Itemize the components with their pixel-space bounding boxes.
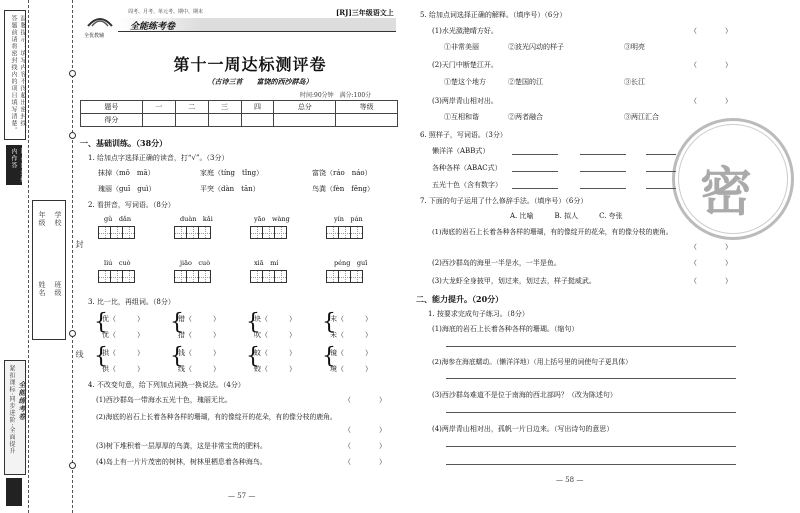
binding-hole (69, 462, 76, 469)
brace-icon: { (170, 344, 184, 369)
score-cell[interactable] (208, 114, 241, 127)
compare-item[interactable]: 忧（ ） (102, 331, 144, 339)
part2-heading: 二、能力提升。（20分） (416, 294, 504, 304)
answer-line[interactable] (446, 346, 736, 347)
writing-grid[interactable] (250, 226, 286, 239)
p2-item: (4)两岸青山相对出，孤帆一片日边来。（写出诗句的意思） (432, 425, 614, 433)
brand-badge (6, 478, 22, 506)
page-number: — 57 — (228, 492, 256, 500)
q6-item: 五光十色（含有数字） (432, 181, 502, 189)
compare-item[interactable]: 优（ ） (102, 315, 144, 323)
answer-paren[interactable]: （ ） (690, 243, 732, 251)
q5-option: ②楚国的江 (508, 78, 543, 86)
notice-badge: 请在密封线内作答 (6, 145, 22, 185)
exam-tags: 周考、月考、单元考、期中、期末 (128, 9, 204, 15)
notice-box (4, 10, 26, 140)
logo-icon (86, 10, 114, 32)
part1-heading: 一、基础训练。（38分） (80, 138, 168, 148)
q1-item[interactable]: 鸟粪（fèn fēng） (312, 185, 374, 193)
edition-label: [RJ]三年级语文上 (336, 8, 394, 17)
answer-line[interactable] (646, 171, 676, 172)
binding-hole (69, 132, 76, 139)
binding-hole (69, 330, 76, 337)
answer-paren[interactable]: （ ） (690, 277, 732, 285)
compare-item[interactable]: 供（ ） (102, 365, 144, 373)
q5-sentence: (1)水光潋滟晴方好。 (432, 27, 498, 35)
time-score-meta: 时间:90分钟 满分:100分 (300, 92, 372, 99)
brand-title: 全能练考卷 (130, 22, 176, 32)
q5-option: ①非常美丽 (444, 43, 479, 51)
logo-text: 全优教辅 (84, 33, 105, 39)
q7-title: 7. 下面的句子运用了什么修辞手法。（填序号）（6分） (420, 197, 588, 205)
pinyin-label: duàn kǎi (180, 215, 213, 223)
page-number: — 58 — (556, 476, 584, 484)
q6-item: 各种各样（ABAC式） (432, 164, 502, 172)
answer-line[interactable] (446, 446, 736, 447)
score-value-row: 得分 (81, 114, 398, 127)
pinyin-label: péng guī (334, 259, 368, 267)
q5-option: ③长江 (624, 78, 645, 86)
p2-item: (3)西沙群岛难道不是位于南海的西北部吗？（改为陈述句） (432, 391, 617, 399)
pinyin-label: yāo wàng (254, 215, 290, 223)
score-cell[interactable] (175, 114, 208, 127)
q4-item: (4)岛上有一片片茂密的树林，树林里栖息着各种海鸟。 (96, 458, 267, 466)
brace-icon: { (322, 344, 336, 369)
compare-item[interactable]: 钱（ ） (178, 349, 220, 357)
page-subtitle: （古诗三首 富饶的西沙群岛） (207, 77, 313, 86)
q5-option: ②波光闪动的样子 (508, 43, 564, 51)
answer-line[interactable] (446, 412, 736, 413)
pinyin-label: liú cuò (104, 259, 131, 267)
q1-item[interactable]: 瑰丽（guī guì） (98, 185, 156, 193)
answer-paren[interactable]: （ ） (344, 426, 386, 434)
compare-item[interactable]: 蚊（ ） (254, 349, 296, 357)
brace-icon: { (94, 344, 108, 369)
brace-icon: { (170, 310, 184, 335)
writing-grid[interactable] (326, 270, 362, 283)
score-cell[interactable] (274, 114, 336, 127)
line-mark: 线 (75, 350, 84, 359)
compare-item[interactable]: 境（ ） (330, 365, 372, 373)
compare-item[interactable]: 镜（ ） (330, 349, 372, 357)
answer-line[interactable] (512, 154, 558, 155)
q7-item: (2)西沙群岛的海里一半是水，一半是鱼。 (432, 259, 561, 267)
compare-item[interactable]: 错（ ） (178, 315, 220, 323)
q2-title: 2. 看拼音，写词语。（8分） (88, 201, 175, 209)
notice-text: 温馨提示：填写内容不得超出密封线，答题前请将密封线内的项目填写清楚。 (10, 15, 26, 134)
q1-title: 1. 给加点字选择正确的读音，打“√”。（3分） (88, 154, 229, 162)
answer-line[interactable] (446, 464, 736, 465)
q3-title: 3. 比一比，再组词。（8分） (88, 298, 175, 306)
q5-sentence: (3)两岸青山相对出。 (432, 97, 498, 105)
q5-option: ①互相和谐 (444, 113, 479, 121)
p2-item: (2)海参在海底蠕动。（懒洋洋地）（用上括号里的词使句子更具体） (432, 358, 632, 366)
score-cell[interactable] (241, 114, 274, 127)
pinyin-label: jiāo cuò (180, 259, 211, 267)
p2-item: (1)海底的岩石上长着各种各样的珊瑚。（缩句） (432, 325, 579, 333)
writing-grid[interactable] (174, 226, 210, 239)
score-cell[interactable] (336, 114, 398, 127)
brace-icon: { (94, 310, 108, 335)
compare-item[interactable]: 蛟（ ） (254, 365, 296, 373)
q5-sentence: (2)天门中断楚江开。 (432, 61, 498, 69)
seal-stamp-text: 密 (700, 162, 753, 223)
compare-item[interactable]: 未（ ） (330, 331, 372, 339)
brace-icon: { (246, 310, 260, 335)
pinyin-label: xiā mí (254, 259, 279, 267)
answer-line[interactable] (512, 171, 558, 172)
score-header-row: 题号 一 二 三 四 总分 等级 (81, 101, 398, 114)
answer-line[interactable] (512, 188, 558, 189)
q5-option: ②两者融合 (508, 113, 543, 121)
pinyin-label: gǔ dǎn (104, 215, 132, 223)
answer-paren[interactable]: （ ） (690, 61, 732, 69)
answer-line[interactable] (580, 188, 626, 189)
pinyin-label: yín pán (334, 215, 363, 223)
q7-item: (1)海底的岩石上长着各种各样的珊瑚，有的像绽开的花朵，有的像分枝的鹿角。 (432, 228, 673, 236)
compare-item[interactable]: 块（ ） (254, 315, 296, 323)
writing-grid[interactable] (326, 226, 362, 239)
answer-paren[interactable]: （ ） (690, 27, 732, 35)
compare-item[interactable]: 末（ ） (330, 315, 372, 323)
series-box: 紧扣课标·同步进阶·全面提升 全能练考卷 (4, 360, 26, 475)
answer-line[interactable] (646, 154, 676, 155)
brace-icon: { (322, 310, 336, 335)
answer-paren[interactable]: （ ） (344, 442, 386, 450)
seal-mark: 封 (75, 240, 84, 249)
q6-title: 6. 照样子，写词语。（3分） (420, 131, 507, 139)
q4-item: (1)西沙群岛一带海水五光十色，瑰丽无比。 (96, 396, 232, 404)
seal-line-outer (28, 0, 29, 513)
answer-paren[interactable]: （ ） (344, 396, 386, 404)
brace-icon: { (246, 344, 260, 369)
compare-item[interactable]: 线（ ） (178, 365, 220, 373)
q5-option: ①楚这个地方 (444, 78, 486, 86)
answer-line[interactable] (646, 188, 676, 189)
q7-options: A. 比喻 B. 拟人 C. 夸张 (510, 212, 623, 220)
answer-line[interactable] (446, 378, 736, 379)
q1-item[interactable]: 抹掉（mǒ mā） (98, 169, 155, 177)
q5-title: 5. 给加点词选择正确的解释。（填序号）（6分） (420, 11, 567, 19)
answer-paren[interactable]: （ ） (690, 97, 732, 105)
compare-item[interactable]: 措（ ） (178, 331, 220, 339)
answer-line[interactable] (580, 171, 626, 172)
writing-grid[interactable] (98, 270, 134, 283)
q6-item: 懒洋洋（ABB式） (432, 147, 490, 155)
q1-item[interactable]: 平突（dàn tān） (200, 185, 260, 193)
binding-hole (69, 70, 76, 77)
p2-q1-title: 1. 按要求完成句子练习。（8分） (428, 310, 529, 318)
score-cell[interactable] (142, 114, 175, 127)
student-info-box: 年级 姓名 学校 班级 (32, 200, 66, 340)
q1-item[interactable]: 家庭（tíng tǐng） (200, 169, 264, 177)
q4-title: 4. 不改变句意，给下列加点词换一换说法。（4分） (88, 381, 245, 389)
score-table (80, 100, 398, 127)
q7-item: (3)大龙虾全身披甲，划过来，划过去，样子挺威武。 (432, 277, 596, 285)
answer-paren[interactable]: （ ） (344, 458, 386, 466)
answer-paren[interactable]: （ ） (690, 259, 732, 267)
q5-option: ③两江汇合 (624, 113, 659, 121)
q4-item: (2)海底的岩石上长着各种各样的珊瑚，有的像绽开的花朵，有的像分枝的鹿角。 (96, 413, 337, 421)
page-title: 第十一周达标测评卷 (173, 55, 327, 74)
compare-item[interactable]: 拱（ ） (102, 349, 144, 357)
binding-sidebar (0, 0, 84, 513)
writing-grid[interactable] (174, 270, 210, 283)
answer-line[interactable] (580, 154, 626, 155)
compare-item[interactable]: 吹（ ） (254, 331, 296, 339)
writing-grid[interactable] (250, 270, 286, 283)
q1-item[interactable]: 富饶（ráo náo） (312, 169, 372, 177)
q5-option: ③明亮 (624, 43, 645, 51)
q4-item: (3)树下堆积着一层厚厚的鸟粪，这是非常宝贵的肥料。 (96, 442, 267, 450)
writing-grid[interactable] (98, 226, 134, 239)
